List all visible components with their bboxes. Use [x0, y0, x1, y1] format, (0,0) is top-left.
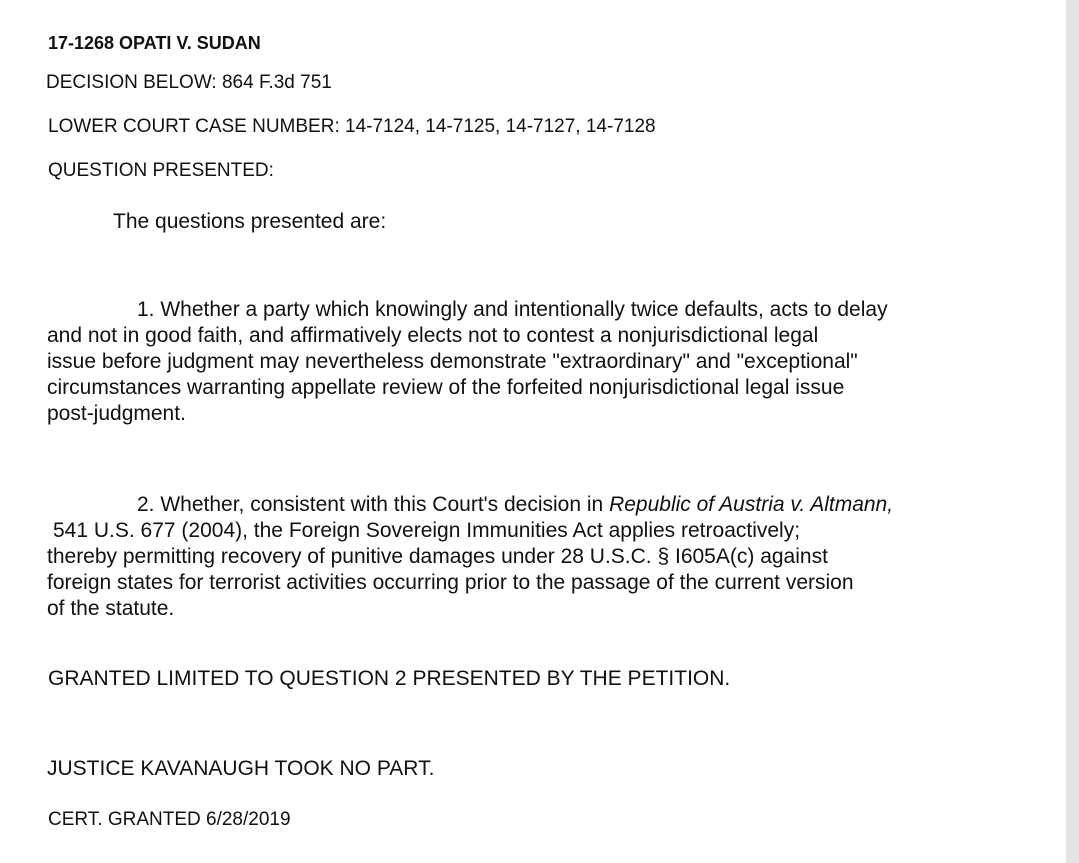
question-1-line: and not in good faith, and affirmatively elects not to contest a nonjurisdictional legal — [47, 324, 819, 347]
lower-court-case-number: LOWER COURT CASE NUMBER: 14-7124, 14-7125, 14-7127, 14-7128 — [48, 116, 656, 137]
question-2-line: 541 U.S. 677 (2004), the Foreign Sovereign Immunities Act applies retroactively; — [53, 519, 801, 542]
cert-granted-date: CERT. GRANTED 6/28/2019 — [48, 809, 291, 830]
granted-statement: GRANTED LIMITED TO QUESTION 2 PRESENTED BY THE PETITION. — [48, 667, 731, 690]
question-1-line: 1. Whether a party which knowingly and intentionally twice defaults, acts to delay — [137, 298, 888, 321]
recusal-statement: JUSTICE KAVANAUGH TOOK NO PART. — [47, 757, 435, 780]
cited-case-name: Republic of Austria v. Altmann, — [609, 493, 894, 516]
question-2-first-line — [47, 492, 893, 518]
question-presented-heading: QUESTION PRESENTED: — [48, 160, 274, 181]
question-1-line: post-judgment. — [47, 402, 186, 425]
decision-below: DECISION BELOW: 864 F.3d 751 — [46, 72, 332, 93]
question-2-prefix: 2. Whether, consistent with this Court's decision in — [137, 493, 610, 516]
page-edge — [1066, 0, 1079, 863]
question-1-line: issue before judgment may nevertheless demonstrate "extraordinary" and "exceptional" — [47, 350, 858, 373]
question-2-line: foreign states for terrorist activities occurring prior to the passage of the current version — [47, 571, 854, 594]
question-1-line: circumstances warranting appellate review of the forfeited nonjurisdictional legal issue — [47, 376, 845, 399]
question-1 — [47, 297, 888, 427]
case-title: 17-1268 OPATI V. SUDAN — [48, 33, 261, 53]
question-2-line: of the statute. — [47, 597, 175, 620]
questions-intro: The questions presented are: — [113, 210, 387, 233]
question-2-line: thereby permitting recovery of punitive damages under 28 U.S.C. § I605A(c) against — [47, 545, 828, 568]
question-2 — [47, 492, 893, 622]
